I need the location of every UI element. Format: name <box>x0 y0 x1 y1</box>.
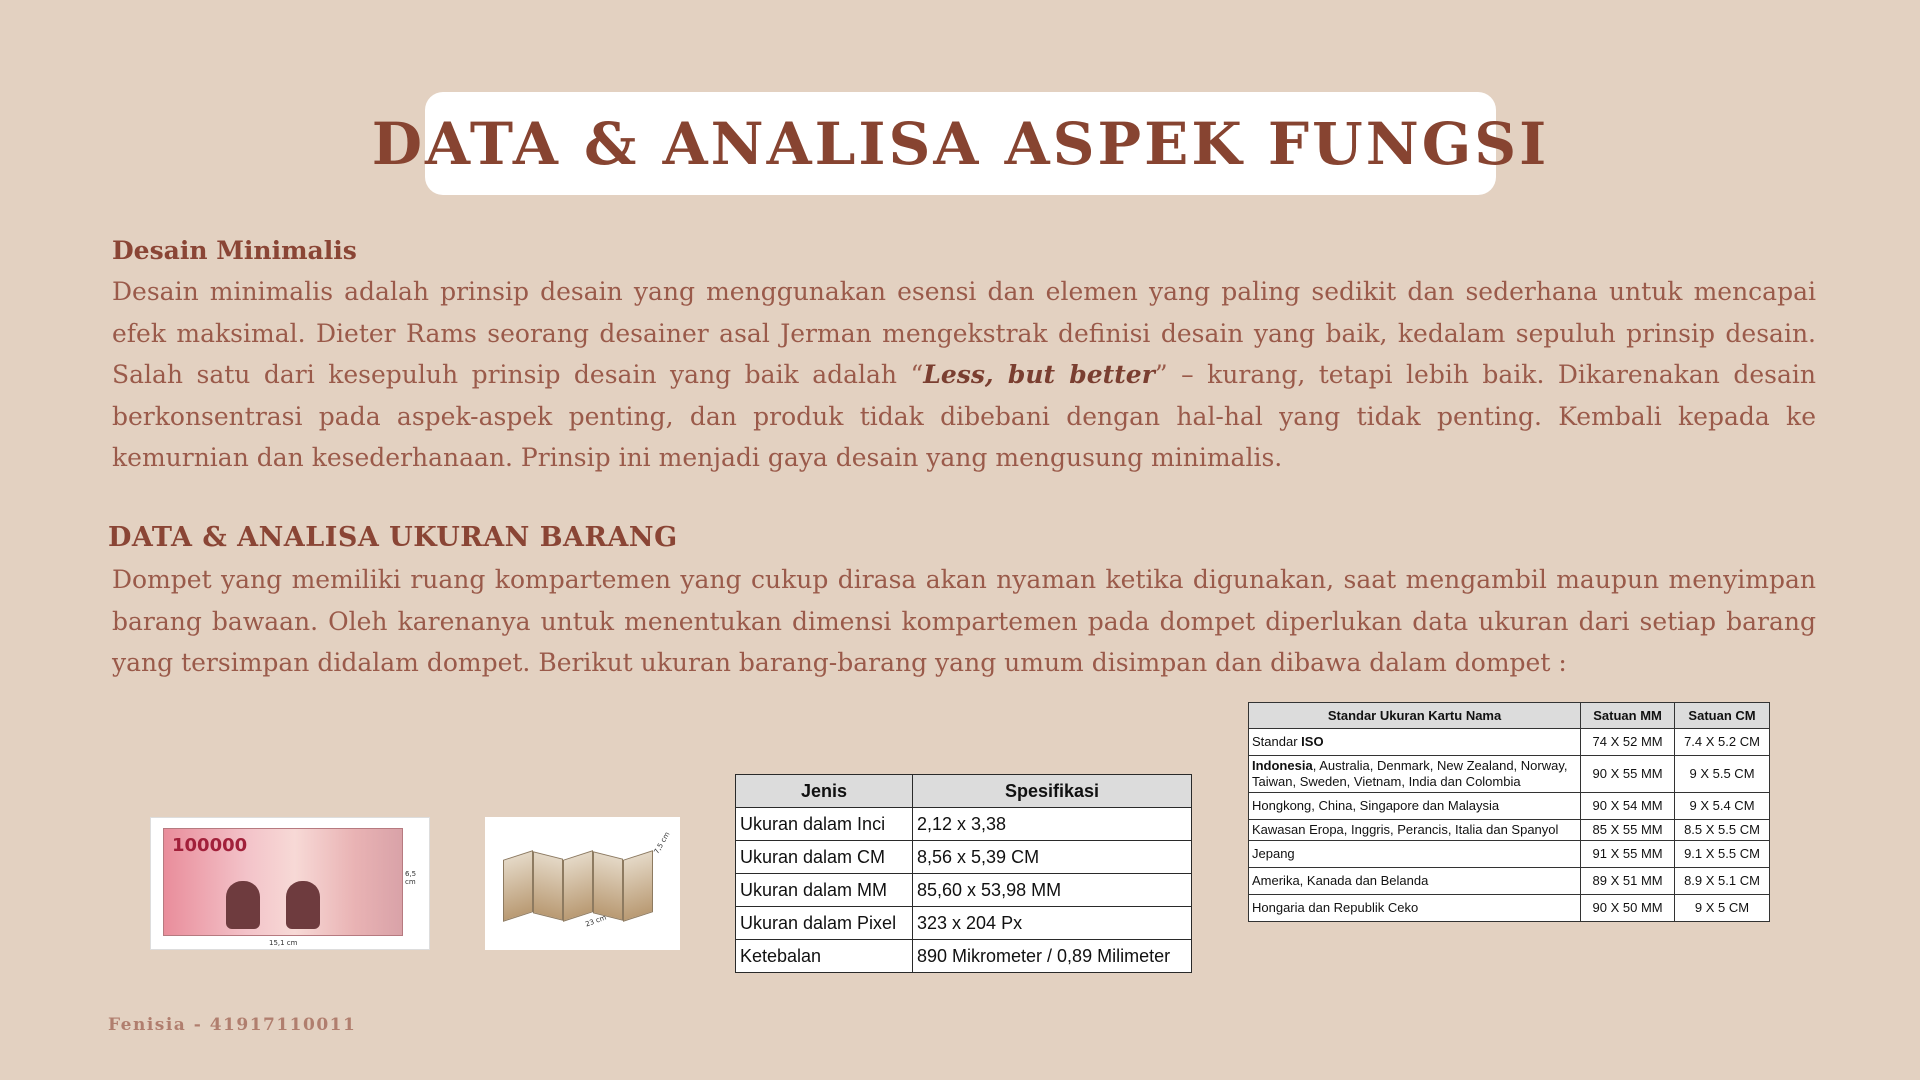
banknote-number: 100000 <box>172 835 248 856</box>
table-row <box>1249 729 1770 756</box>
brochure-image <box>485 817 680 950</box>
paragraph-emphasis: Less, but better <box>923 360 1155 389</box>
namecard-size-table <box>1248 702 1770 922</box>
paragraph-minimalis <box>112 271 1816 479</box>
table-cell: 8,56 x 5,39 CM <box>913 841 1192 874</box>
table-cell: 890 Mikrometer / 0,89 Milimeter <box>913 940 1192 973</box>
table-cell: 7.4 X 5.2 CM <box>1675 729 1770 756</box>
portrait-left-icon <box>226 881 260 929</box>
cell-bold: ISO <box>1301 734 1324 749</box>
banknote-illustration <box>163 828 403 936</box>
card-size-table <box>735 774 1192 973</box>
table-row <box>1249 868 1770 895</box>
table-header-row <box>1249 703 1770 729</box>
brochure-width-label: 23 cm <box>584 913 608 929</box>
table-header-cell: Spesifikasi <box>913 775 1192 808</box>
table-row <box>736 874 1192 907</box>
table-cell: 9 X 5.5 CM <box>1675 756 1770 793</box>
page-title: DATA & ANALISA ASPEK FUNGSI <box>371 109 1550 178</box>
table-cell: Ukuran dalam CM <box>736 841 913 874</box>
brochure-fold-2 <box>533 851 563 920</box>
table-cell: Kawasan Eropa, Inggris, Perancis, Italia dan Spanyol <box>1249 820 1581 841</box>
table-cell <box>1249 756 1581 793</box>
title-box <box>371 92 1550 195</box>
table-cell <box>1249 729 1581 756</box>
banknote-width-label: 15,1 cm <box>269 939 298 947</box>
table-row <box>1249 895 1770 922</box>
table-cell: 74 X 52 MM <box>1581 729 1675 756</box>
table-row <box>1249 841 1770 868</box>
brochure-fold-5 <box>623 850 653 922</box>
paragraph-minimalis-part2: ” – kurang, tetapi lebih baik. Dikarenakan desain berkonsentrasi pada aspek-aspek penting, dan produk tidak dibebani dengan hal-hal yang tidak penting. Kembali kepada ke kemurnian dan kesederhanaan. Prinsip ini menjadi gaya desain yang mengusung minimalis. <box>112 360 1816 472</box>
cell-rest: , Australia, Denmark, New Zealand, Norway, Taiwan, Sweden, Vietnam, India dan Colombia <box>1252 758 1568 789</box>
table-cell: 323 x 204 Px <box>913 907 1192 940</box>
table-header-cell: Satuan MM <box>1581 703 1675 729</box>
table-cell: 91 X 55 MM <box>1581 841 1675 868</box>
table-cell: 8.9 X 5.1 CM <box>1675 868 1770 895</box>
table-header-row <box>736 775 1192 808</box>
table-cell: Ukuran dalam Inci <box>736 808 913 841</box>
table-header-cell: Satuan CM <box>1675 703 1770 729</box>
table-row <box>736 808 1192 841</box>
table-header-cell: Jenis <box>736 775 913 808</box>
table-cell: 85,60 x 53,98 MM <box>913 874 1192 907</box>
paragraph-minimalis-part1: Desain minimalis adalah prinsip desain yang menggunakan esensi dan elemen yang paling sedikit dan sederhana untuk mencapai efek maksimal. Dieter Rams seorang desainer asal Jerman mengekstrak definisi desain yang baik, kedalam sepuluh prinsip desain. Salah satu dari kesepuluh prinsip desain yang baik adalah “ <box>112 277 1816 389</box>
table-row <box>1249 820 1770 841</box>
table-cell: 9.1 X 5.5 CM <box>1675 841 1770 868</box>
brochure-fold-4 <box>593 851 623 920</box>
table-cell: 9 X 5 CM <box>1675 895 1770 922</box>
table-cell: 90 X 54 MM <box>1581 793 1675 820</box>
banknote-image <box>150 817 430 950</box>
table-row <box>736 841 1192 874</box>
table-cell: Ketebalan <box>736 940 913 973</box>
table-row <box>736 907 1192 940</box>
banknote-height-label: 6,5 cm <box>405 870 417 886</box>
table-cell: Amerika, Kanada dan Belanda <box>1249 868 1581 895</box>
table-row <box>736 940 1192 973</box>
table-cell: 90 X 55 MM <box>1581 756 1675 793</box>
table-cell: 85 X 55 MM <box>1581 820 1675 841</box>
cell-prefix: Standar <box>1252 734 1302 749</box>
table-header-cell: Standar Ukuran Kartu Nama <box>1249 703 1581 729</box>
brochure-height-label: 7,5 cm <box>652 830 672 856</box>
table-row <box>1249 793 1770 820</box>
table-cell: Jepang <box>1249 841 1581 868</box>
brochure-fold-1 <box>503 850 533 922</box>
brochure-fold-3 <box>563 850 593 922</box>
table-cell: Ukuran dalam Pixel <box>736 907 913 940</box>
portrait-right-icon <box>286 881 320 929</box>
table-cell: Hongaria dan Republik Ceko <box>1249 895 1581 922</box>
footer-author: Fenisia - 41917110011 <box>108 1015 357 1035</box>
table-cell: 9 X 5.4 CM <box>1675 793 1770 820</box>
paragraph-ukuran: Dompet yang memiliki ruang kompartemen yang cukup dirasa akan nyaman ketika digunakan, saat mengambil maupun menyimpan barang bawaan. Oleh karenanya untuk menentukan dimensi kompartemen pada dompet diperlukan data ukuran dari setiap barang yang tersimpan didalam dompet. Berikut ukuran barang-barang yang umum disimpan dan dibawa dalam dompet : <box>112 565 1816 677</box>
table-cell: 2,12 x 3,38 <box>913 808 1192 841</box>
table-cell: 90 X 50 MM <box>1581 895 1675 922</box>
table-cell: Hongkong, China, Singapore dan Malaysia <box>1249 793 1581 820</box>
table-cell: 89 X 51 MM <box>1581 868 1675 895</box>
table-cell: Ukuran dalam MM <box>736 874 913 907</box>
table-row <box>1249 756 1770 793</box>
cell-bold: Indonesia <box>1252 758 1313 773</box>
section-heading-ukuran: DATA & ANALISA UKURAN BARANG <box>108 522 678 553</box>
section-heading-minimalis: Desain Minimalis <box>112 236 357 265</box>
table-cell: 8.5 X 5.5 CM <box>1675 820 1770 841</box>
